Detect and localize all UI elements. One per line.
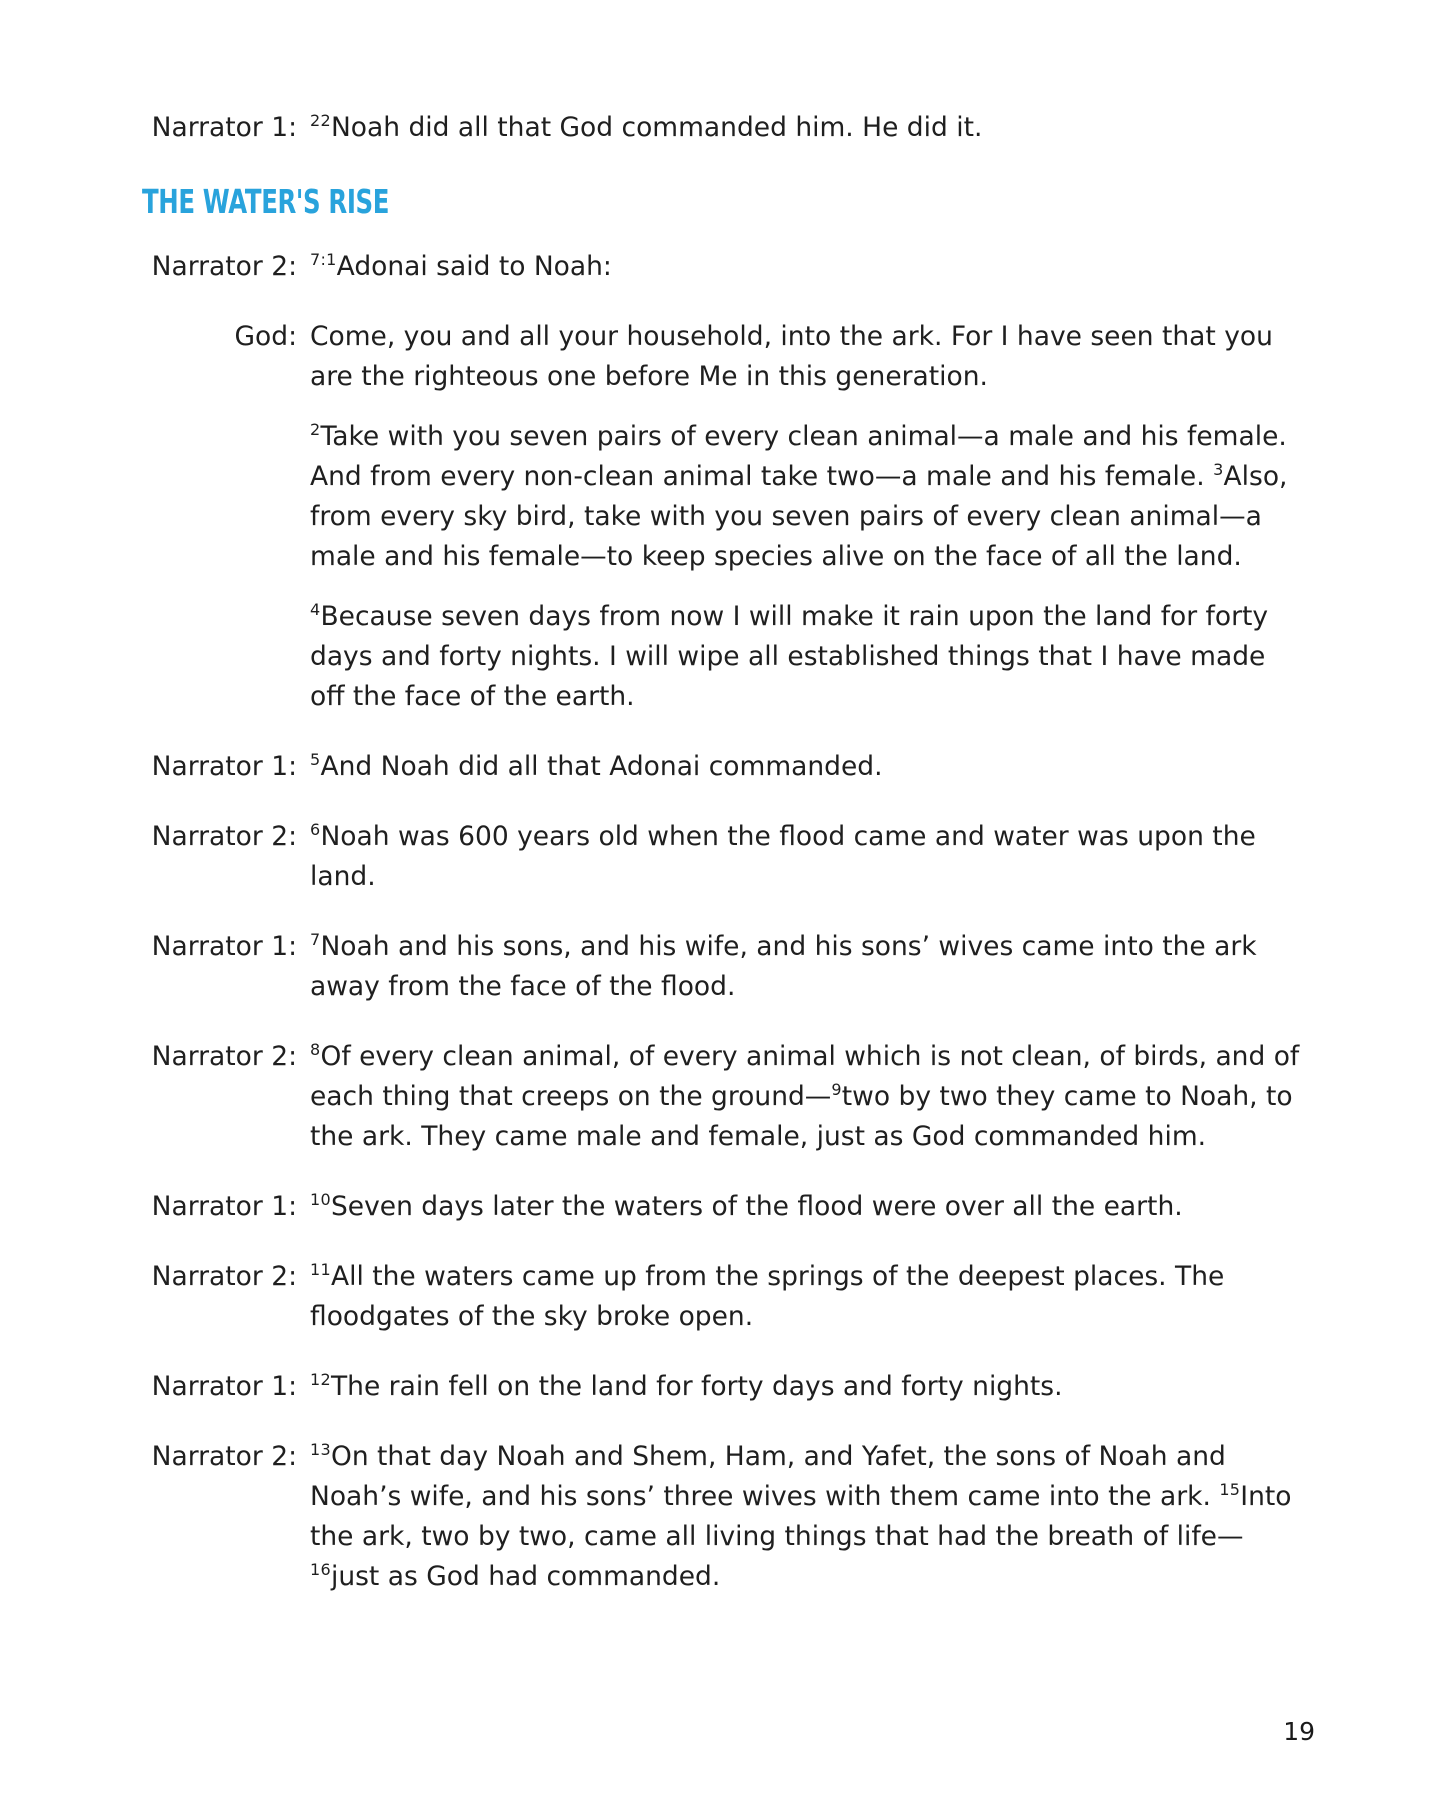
speech-text	[310, 108, 1315, 148]
speech-text	[310, 317, 1315, 717]
paragraph: $^{12}$The rain fell on the land for forty days and forty nights.	[310, 1370, 1063, 1402]
paragraph: $^{13}$On that day Noah and Shem, Ham, and Yafet, the sons of Noah and Noah’s wife, and his sons’ three wives with them came into the ark. $^{15}$Into the ark, two by two, came all living things that had the breath of life— $^{16}$just as God had commanded.	[310, 1440, 1292, 1592]
speech-text	[310, 1187, 1315, 1227]
speech-text	[310, 927, 1315, 1007]
speaker-label: God:	[234, 321, 297, 352]
paragraph: $^{22}$Noah did all that God commanded him. He did it.	[310, 111, 983, 143]
speaker-label: Narrator 2:	[151, 1041, 297, 1072]
script-line	[145, 1437, 1315, 1597]
speech-text	[310, 1437, 1315, 1597]
speaker-label: Narrator 1:	[151, 1371, 297, 1402]
speaker-label: Narrator 1:	[151, 112, 297, 143]
verse-number: 6	[310, 820, 321, 840]
script-line	[145, 247, 1315, 287]
verse-number: 13	[310, 1440, 331, 1460]
verse-number: 2	[310, 420, 321, 440]
script-line	[145, 1367, 1315, 1407]
verse-number: 9	[831, 1080, 842, 1100]
speech-text	[310, 1367, 1315, 1407]
speaker-label: Narrator 2:	[151, 251, 297, 282]
script-line	[145, 747, 1315, 787]
speaker-label: Narrator 2:	[151, 1261, 297, 1292]
script-line	[145, 317, 1315, 717]
verse-number: 3	[1213, 460, 1224, 480]
paragraph: $^2$Take with you seven pairs of every clean animal—a male and his female. And from every non-clean animal take two—a male and his female. $^3$Also, from every sky bird, take with you seven pairs of every clean animal—a male and his female—to keep species alive on the face of all the land.	[310, 420, 1288, 572]
paragraph: Come, you and all your household, into the ark. For I have seen that you are the righteous one before Me in this generation.	[310, 321, 1273, 392]
verse-number: 15	[1219, 1480, 1241, 1500]
verse-number: 7	[310, 930, 321, 950]
verse-number: 4	[310, 600, 321, 620]
speaker-label: Narrator 1:	[151, 1191, 297, 1222]
script-line	[145, 1187, 1315, 1227]
speaker-label: Narrator 2:	[151, 821, 297, 852]
paragraph: $^8$Of every clean animal, of every animal which is not clean, of birds, and of each thing that creeps on the ground—$^9$two by two they came to Noah, to the ark. They came male and female, just as God commanded him.	[310, 1040, 1300, 1152]
speaker-label: Narrator 1:	[151, 751, 297, 782]
verse-number: 22	[310, 111, 331, 131]
speaker-label: Narrator 1:	[151, 931, 297, 962]
speech-text	[310, 1037, 1315, 1157]
script-line	[145, 927, 1315, 1007]
paragraph: $^{7:1}$Adonai said to Noah:	[310, 250, 612, 282]
verse-number: 16	[310, 1560, 331, 1580]
section-heading: THE WATER'S RISE	[142, 182, 390, 221]
speech-text	[310, 1257, 1315, 1337]
speech-text	[310, 817, 1315, 897]
verse-number: 5	[310, 750, 321, 770]
verse-number: 12	[310, 1370, 331, 1390]
script-line	[145, 817, 1315, 897]
speech-text	[310, 747, 1315, 787]
verse-number: 10	[310, 1190, 331, 1210]
speaker-label: Narrator 2:	[151, 1441, 297, 1472]
verse-number: 7:1	[310, 250, 337, 270]
paragraph: $^4$Because seven days from now I will make it rain upon the land for forty days and forty nights. I will wipe all established things that I have made off the face of the earth.	[310, 600, 1269, 712]
paragraph: $^6$Noah was 600 years old when the flood came and water was upon the land.	[310, 820, 1256, 892]
speech-text	[310, 247, 1315, 287]
paragraph: $^{11}$All the waters came up from the springs of the deepest places. The floodgates of the sky broke open.	[310, 1260, 1225, 1332]
script-line	[145, 1037, 1315, 1157]
paragraph: $^{10}$Seven days later the waters of the flood were over all the earth.	[310, 1190, 1183, 1222]
script-line	[145, 108, 1315, 148]
verse-number: 11	[310, 1260, 331, 1280]
verse-number: 8	[310, 1040, 321, 1060]
script-line	[145, 1257, 1315, 1337]
paragraph: $^7$Noah and his sons, and his wife, and his sons’ wives came into the ark away from the face of the flood.	[310, 930, 1257, 1002]
page-number: 19	[1283, 1717, 1315, 1746]
paragraph: $^5$And Noah did all that Adonai commanded.	[310, 750, 883, 782]
